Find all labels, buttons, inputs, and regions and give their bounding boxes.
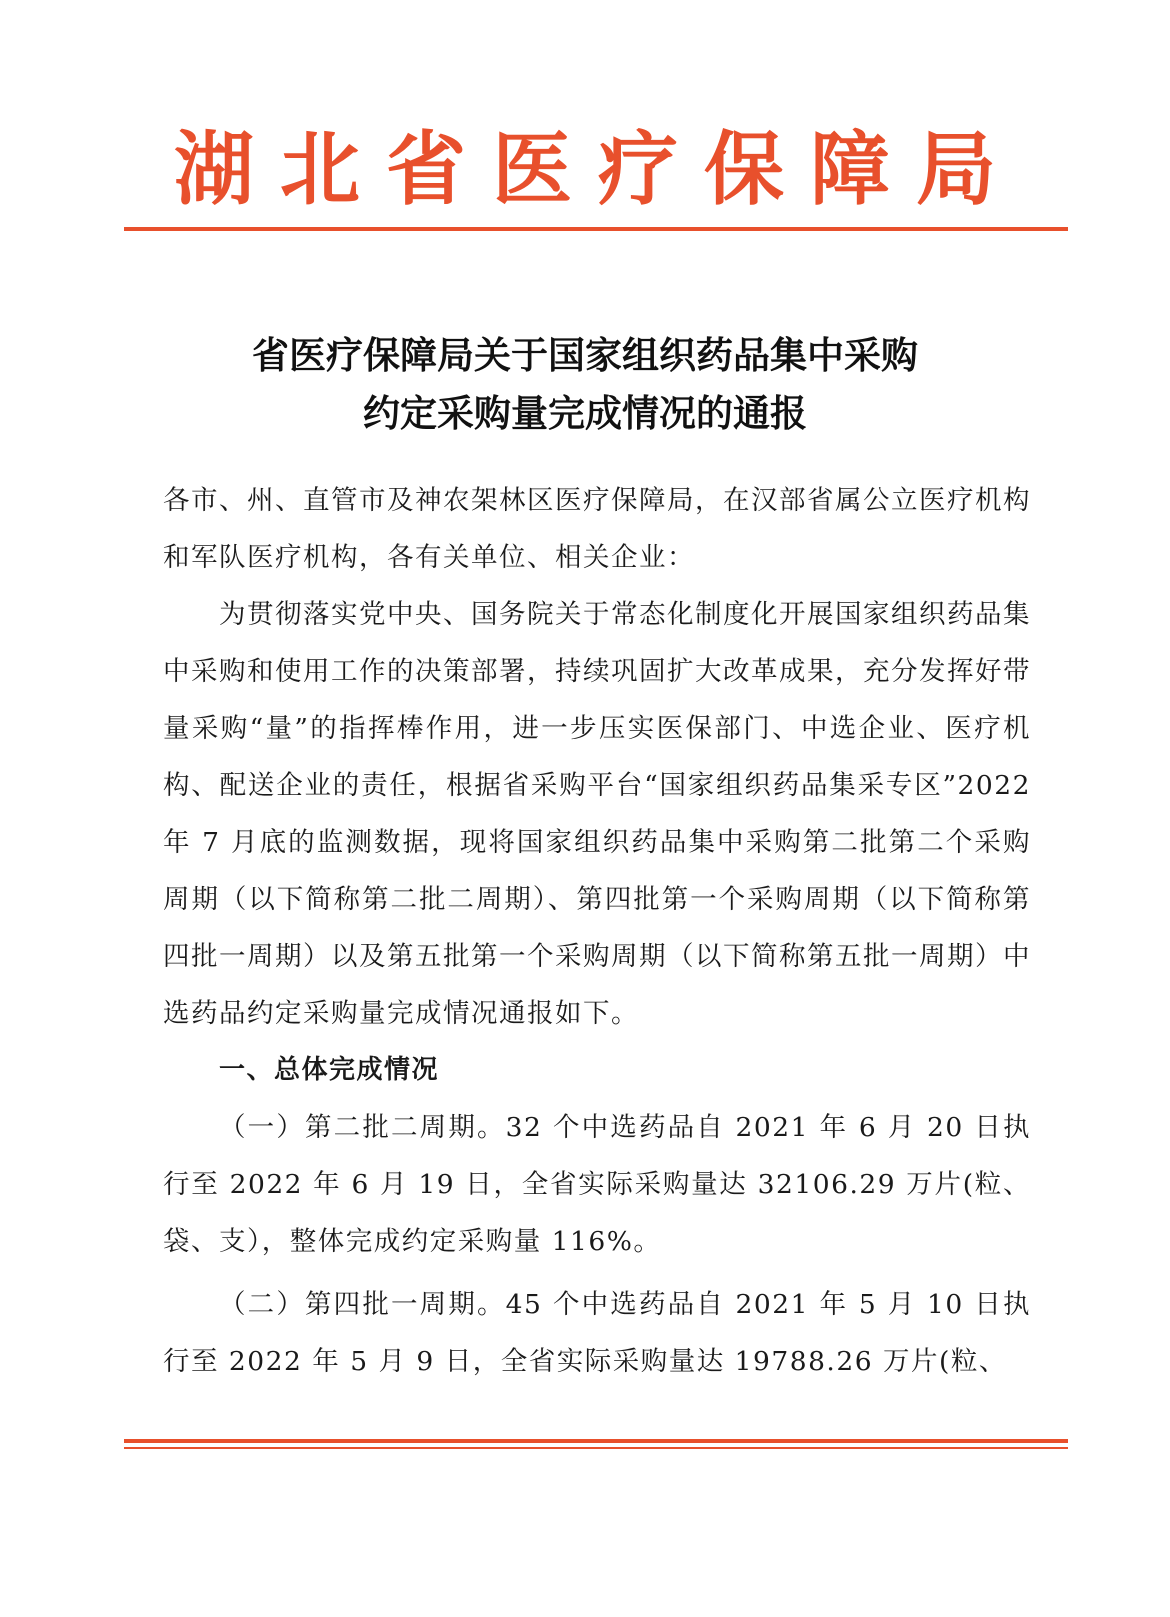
section-heading-overall: 一、总体完成情况: [219, 1055, 440, 1085]
footer-divider-top: [124, 1439, 1068, 1443]
document-title-line-1: 省医疗保障局关于国家组织药品集中采购: [252, 333, 918, 377]
intro-paragraph: 为贯彻落实党中央、国务院关于常态化制度化开展国家组织药品集中采购和使用工作的决策部署，持续巩固扩大改革成果，充分发挥好带量采购“量”的指挥棒作用，进一步压实医保部门、中选企业、医疗机构、配送企业的责任，根据省采购平台“国家组织药品集采专区”2022 年 7 月底的监测数据，现将国家组织药品集中采购第二批第二个采购周期（以下简称第二批二周期）、第四批第一个采购周期（以下简称第四批一周期）以及第五批第一个采购周期（以下简称第五批一周期）中选药品约定采购量完成情况通报如下。: [163, 599, 1031, 1029]
addressees-paragraph: 各市、州、直管市及神农架林区医疗保障局，在汉部省属公立医疗机构和军队医疗机构，各有关单位、相关企业：: [163, 485, 1031, 573]
document-body: [163, 472, 1031, 1390]
document-title-line-2: 约定采购量完成情况的通报: [363, 391, 807, 435]
masthead-divider: [124, 227, 1068, 231]
item-batch4-cycle1: （二）第四批一周期。45 个中选药品自 2021 年 5 月 10 日执行至 2022 年 5 月 9 日，全省实际采购量达 19788.26 万片(粒、: [163, 1289, 1031, 1377]
item-batch2-cycle2: （一）第二批二周期。32 个中选药品自 2021 年 6 月 20 日执行至 2022 年 6 月 19 日，全省实际采购量达 32106.29 万片(粒、袋、支），整体完成约定采购量 116%。: [163, 1112, 1031, 1257]
footer-divider-bottom: [124, 1447, 1068, 1449]
agency-masthead: 湖北省医疗保障局: [174, 123, 1022, 216]
